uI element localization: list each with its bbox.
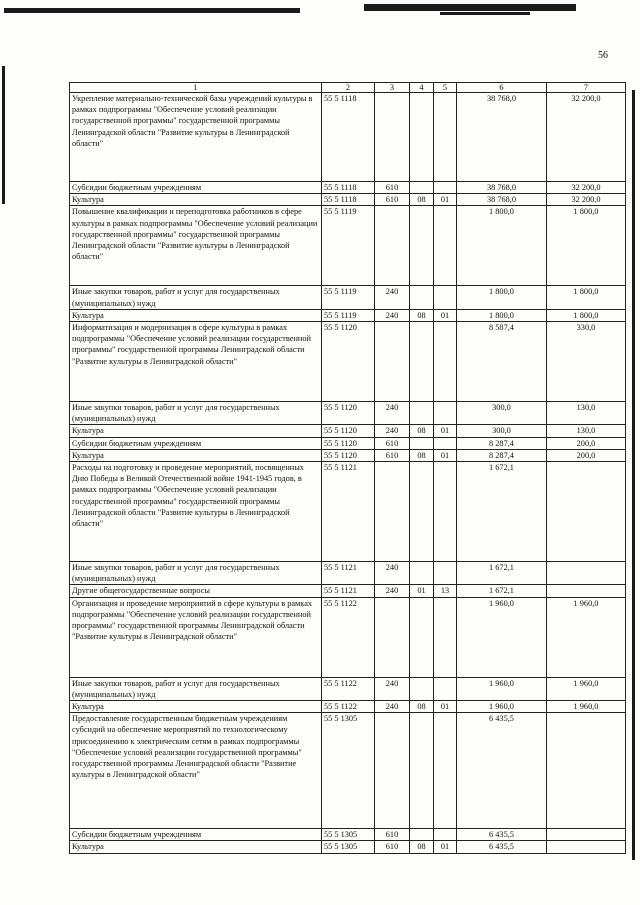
column-number: 3 bbox=[375, 83, 410, 93]
scan-artifact-bar bbox=[364, 4, 576, 11]
item-name: Культура bbox=[70, 841, 322, 853]
table-row bbox=[70, 425, 626, 437]
expense-type-code: 240 bbox=[375, 402, 410, 425]
target-article-code: 55 5 1122 bbox=[322, 701, 375, 713]
target-article-code: 55 5 1305 bbox=[322, 829, 375, 841]
expense-type-code: 610 bbox=[375, 829, 410, 841]
amount-year-1: 1 672,1 bbox=[457, 562, 547, 585]
expense-type-code bbox=[375, 713, 410, 829]
expense-type-code: 610 bbox=[375, 182, 410, 194]
column-number: 1 bbox=[70, 83, 322, 93]
amount-year-2 bbox=[547, 462, 626, 562]
item-name: Иные закупки товаров, работ и услуг для государственных (муниципальных) нужд bbox=[70, 562, 322, 585]
target-article-code: 55 5 1120 bbox=[322, 449, 375, 461]
target-article-code: 55 5 1119 bbox=[322, 286, 375, 309]
amount-year-1: 8 287,4 bbox=[457, 437, 547, 449]
amount-year-2 bbox=[547, 562, 626, 585]
target-article-code: 55 5 1119 bbox=[322, 206, 375, 286]
expense-type-code bbox=[375, 462, 410, 562]
column-number: 2 bbox=[322, 83, 375, 93]
table-row bbox=[70, 286, 626, 309]
amount-year-2: 200,0 bbox=[547, 437, 626, 449]
expense-type-code: 240 bbox=[375, 585, 410, 597]
amount-year-1: 300,0 bbox=[457, 425, 547, 437]
subsection-code bbox=[434, 829, 457, 841]
subsection-code bbox=[434, 677, 457, 700]
target-article-code: 55 5 1120 bbox=[322, 425, 375, 437]
budget-table bbox=[69, 82, 626, 854]
section-code: 08 bbox=[410, 194, 434, 206]
item-name: Культура bbox=[70, 701, 322, 713]
expense-type-code: 610 bbox=[375, 449, 410, 461]
target-article-code: 55 5 1119 bbox=[322, 309, 375, 321]
subsection-code bbox=[434, 437, 457, 449]
item-name: Информатизация и модернизация в сфере культуры в рамках подпрограммы "Обеспечение условий реализации государственной программы" государственной программы Ленинградской области "Развитие культуры в Ленинградской области" bbox=[70, 322, 322, 402]
item-name: Повышение квалификации и переподготовка работников в сфере культуры в рамках подпрограммы "Обеспечение условий реализации государственной программы" государственной программы Ленинградской области "Развитие культуры в Ленинградской области" bbox=[70, 206, 322, 286]
target-article-code: 55 5 1120 bbox=[322, 437, 375, 449]
column-number: 7 bbox=[547, 83, 626, 93]
section-code bbox=[410, 286, 434, 309]
page-number: 56 bbox=[598, 50, 608, 61]
column-number: 5 bbox=[434, 83, 457, 93]
section-code bbox=[410, 206, 434, 286]
section-code bbox=[410, 402, 434, 425]
target-article-code: 55 5 1122 bbox=[322, 677, 375, 700]
subsection-code bbox=[434, 402, 457, 425]
amount-year-1: 1 672,1 bbox=[457, 462, 547, 562]
subsection-code bbox=[434, 462, 457, 562]
amount-year-1: 1 672,1 bbox=[457, 585, 547, 597]
subsection-code bbox=[434, 182, 457, 194]
amount-year-1: 8 287,4 bbox=[457, 449, 547, 461]
amount-year-2: 1 800,0 bbox=[547, 309, 626, 321]
item-name: Организация и проведение мероприятий в сфере культуры в рамках подпрограммы "Обеспечение условий реализации государственной программы" государственной программы Ленинградской области "Развитие культуры в Ленинградской области" bbox=[70, 597, 322, 677]
amount-year-2 bbox=[547, 829, 626, 841]
section-code bbox=[410, 322, 434, 402]
amount-year-2: 330,0 bbox=[547, 322, 626, 402]
table-row bbox=[70, 206, 626, 286]
scan-margin-line bbox=[2, 66, 5, 204]
subsection-code bbox=[434, 206, 457, 286]
section-code: 08 bbox=[410, 841, 434, 853]
expense-type-code: 610 bbox=[375, 841, 410, 853]
item-name: Иные закупки товаров, работ и услуг для государственных (муниципальных) нужд bbox=[70, 677, 322, 700]
target-article-code: 55 5 1305 bbox=[322, 713, 375, 829]
target-article-code: 55 5 1118 bbox=[322, 182, 375, 194]
expense-type-code: 240 bbox=[375, 286, 410, 309]
amount-year-1: 300,0 bbox=[457, 402, 547, 425]
amount-year-2: 32 200,0 bbox=[547, 194, 626, 206]
subsection-code: 01 bbox=[434, 701, 457, 713]
table-row bbox=[70, 677, 626, 700]
table-row bbox=[70, 93, 626, 182]
section-code bbox=[410, 562, 434, 585]
section-code bbox=[410, 713, 434, 829]
amount-year-2 bbox=[547, 841, 626, 853]
subsection-code bbox=[434, 713, 457, 829]
column-number-row bbox=[70, 83, 626, 93]
item-name: Субсидии бюджетным учреждениям bbox=[70, 182, 322, 194]
item-name: Культура bbox=[70, 194, 322, 206]
table-row bbox=[70, 562, 626, 585]
expense-type-code: 240 bbox=[375, 309, 410, 321]
amount-year-1: 1 960,0 bbox=[457, 677, 547, 700]
table-row bbox=[70, 841, 626, 853]
expense-type-code: 240 bbox=[375, 677, 410, 700]
expense-type-code: 610 bbox=[375, 437, 410, 449]
table-row bbox=[70, 829, 626, 841]
section-code bbox=[410, 677, 434, 700]
amount-year-2: 1 960,0 bbox=[547, 701, 626, 713]
amount-year-2: 1 800,0 bbox=[547, 286, 626, 309]
section-code: 08 bbox=[410, 701, 434, 713]
target-article-code: 55 5 1122 bbox=[322, 597, 375, 677]
amount-year-2: 32 200,0 bbox=[547, 182, 626, 194]
scan-artifact-bar bbox=[440, 12, 530, 15]
amount-year-1: 8 587,4 bbox=[457, 322, 547, 402]
subsection-code bbox=[434, 322, 457, 402]
table-row bbox=[70, 322, 626, 402]
subsection-code bbox=[434, 93, 457, 182]
table-row bbox=[70, 449, 626, 461]
amount-year-2 bbox=[547, 713, 626, 829]
expense-type-code: 240 bbox=[375, 562, 410, 585]
target-article-code: 55 5 1118 bbox=[322, 93, 375, 182]
item-name: Иные закупки товаров, работ и услуг для государственных (муниципальных) нужд bbox=[70, 402, 322, 425]
amount-year-2: 1 960,0 bbox=[547, 597, 626, 677]
amount-year-2 bbox=[547, 585, 626, 597]
scan-artifact-bar bbox=[4, 8, 300, 13]
item-name: Иные закупки товаров, работ и услуг для государственных (муниципальных) нужд bbox=[70, 286, 322, 309]
target-article-code: 55 5 1120 bbox=[322, 402, 375, 425]
table-row bbox=[70, 597, 626, 677]
expense-type-code bbox=[375, 597, 410, 677]
subsection-code bbox=[434, 286, 457, 309]
section-code bbox=[410, 597, 434, 677]
item-name: Культура bbox=[70, 449, 322, 461]
item-name: Культура bbox=[70, 309, 322, 321]
amount-year-2: 32 200,0 bbox=[547, 93, 626, 182]
expense-type-code: 610 bbox=[375, 194, 410, 206]
target-article-code: 55 5 1120 bbox=[322, 322, 375, 402]
item-name: Субсидии бюджетным учреждениям bbox=[70, 437, 322, 449]
item-name: Субсидии бюджетным учреждениям bbox=[70, 829, 322, 841]
subsection-code: 13 bbox=[434, 585, 457, 597]
target-article-code: 55 5 1305 bbox=[322, 841, 375, 853]
table-row bbox=[70, 309, 626, 321]
expense-type-code: 240 bbox=[375, 701, 410, 713]
scan-margin-line bbox=[632, 90, 635, 860]
amount-year-1: 6 435,5 bbox=[457, 841, 547, 853]
section-code bbox=[410, 829, 434, 841]
amount-year-2: 200,0 bbox=[547, 449, 626, 461]
table-row bbox=[70, 462, 626, 562]
item-name: Расходы на подготовку и проведение мероприятий, посвященных Дню Победы в Великой Отечественной войне 1941-1945 годов, в рамках подпрограммы "Обеспечение условий реализации государственной программы" государственной программы Ленинградской области "Развитие культуры в Ленинградской области" bbox=[70, 462, 322, 562]
expense-type-code bbox=[375, 206, 410, 286]
amount-year-2: 1 960,0 bbox=[547, 677, 626, 700]
expense-type-code: 240 bbox=[375, 425, 410, 437]
expense-type-code bbox=[375, 322, 410, 402]
amount-year-1: 1 800,0 bbox=[457, 309, 547, 321]
item-name: Укрепление материально-технической базы учреждений культуры в рамках подпрограммы "Обеспечение условий реализации государственной программы" государственной программы Ленинградской области "Развитие культуры в Ленинградской области" bbox=[70, 93, 322, 182]
column-number: 6 bbox=[457, 83, 547, 93]
section-code: 08 bbox=[410, 425, 434, 437]
amount-year-1: 6 435,5 bbox=[457, 713, 547, 829]
target-article-code: 55 5 1118 bbox=[322, 194, 375, 206]
amount-year-1: 6 435,5 bbox=[457, 829, 547, 841]
column-number: 4 bbox=[410, 83, 434, 93]
section-code: 01 bbox=[410, 585, 434, 597]
amount-year-2: 1 800,0 bbox=[547, 206, 626, 286]
subsection-code bbox=[434, 597, 457, 677]
subsection-code: 01 bbox=[434, 841, 457, 853]
table-row bbox=[70, 402, 626, 425]
amount-year-1: 1 960,0 bbox=[457, 597, 547, 677]
target-article-code: 55 5 1121 bbox=[322, 562, 375, 585]
table-row bbox=[70, 437, 626, 449]
section-code bbox=[410, 437, 434, 449]
amount-year-1: 38 768,0 bbox=[457, 93, 547, 182]
amount-year-2: 130,0 bbox=[547, 425, 626, 437]
section-code: 08 bbox=[410, 309, 434, 321]
target-article-code: 55 5 1121 bbox=[322, 462, 375, 562]
amount-year-2: 130,0 bbox=[547, 402, 626, 425]
table-row bbox=[70, 194, 626, 206]
target-article-code: 55 5 1121 bbox=[322, 585, 375, 597]
subsection-code bbox=[434, 562, 457, 585]
amount-year-1: 1 800,0 bbox=[457, 206, 547, 286]
subsection-code: 01 bbox=[434, 194, 457, 206]
subsection-code: 01 bbox=[434, 425, 457, 437]
amount-year-1: 1 960,0 bbox=[457, 701, 547, 713]
table-row bbox=[70, 585, 626, 597]
table-row bbox=[70, 182, 626, 194]
amount-year-1: 1 800,0 bbox=[457, 286, 547, 309]
item-name: Предоставление государственным бюджетным учреждениям субсидий на обеспечение мероприятий по технологическому присоединению к электрическим сетям в рамках подпрограммы "Обеспечение условий реализации государственной программы" государственной программы Ленинградской области "Развитие культуры в Ленинградской области" bbox=[70, 713, 322, 829]
amount-year-1: 38 768,0 bbox=[457, 194, 547, 206]
section-code bbox=[410, 93, 434, 182]
amount-year-1: 38 768,0 bbox=[457, 182, 547, 194]
expense-type-code bbox=[375, 93, 410, 182]
item-name: Культура bbox=[70, 425, 322, 437]
section-code bbox=[410, 462, 434, 562]
section-code bbox=[410, 182, 434, 194]
subsection-code: 01 bbox=[434, 309, 457, 321]
item-name: Другие общегосударственные вопросы bbox=[70, 585, 322, 597]
subsection-code: 01 bbox=[434, 449, 457, 461]
table-row bbox=[70, 713, 626, 829]
table-row bbox=[70, 701, 626, 713]
section-code: 08 bbox=[410, 449, 434, 461]
